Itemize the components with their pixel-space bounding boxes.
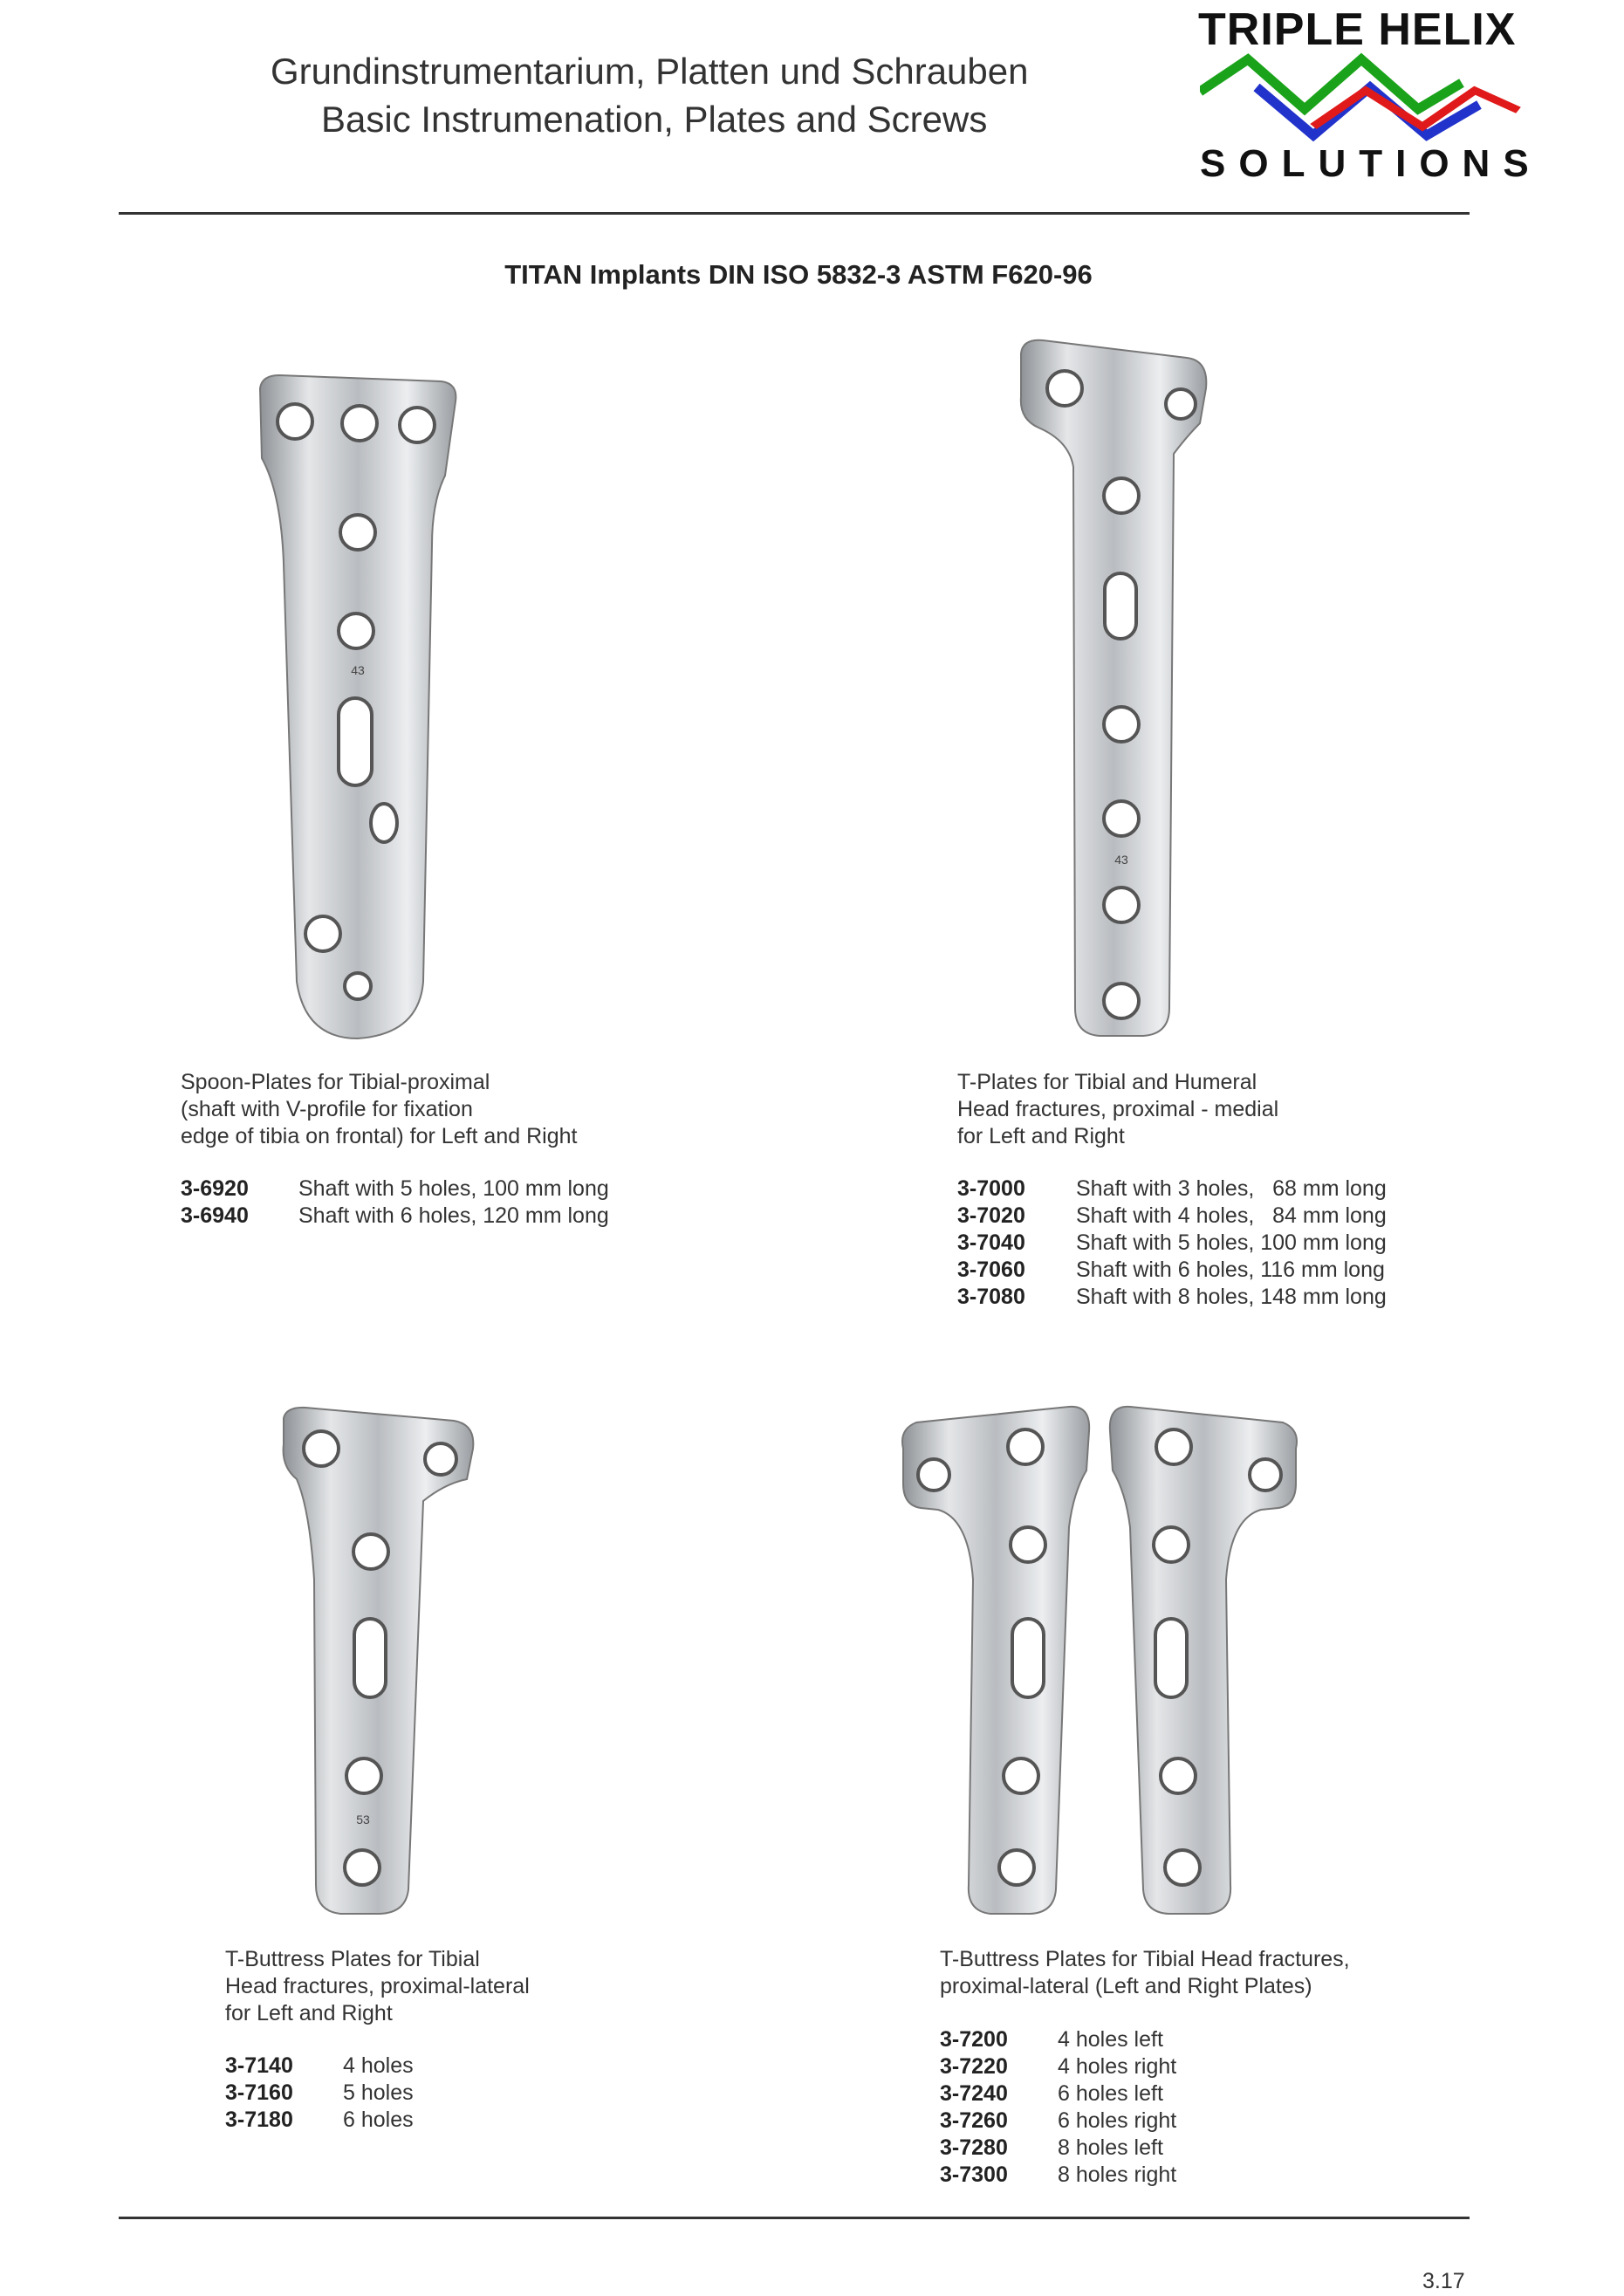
product-spec: 5 holes <box>343 2080 414 2105</box>
table-row <box>957 1257 1446 1284</box>
t-buttress-left-right-image <box>899 1405 1335 1920</box>
plate-mark: 43 <box>351 663 365 677</box>
product-description <box>181 1069 577 1150</box>
description-line: T-Plates for Tibial and Humeral <box>957 1070 1257 1094</box>
description-line: proximal-lateral (Left and Right Plates) <box>940 1974 1312 1998</box>
t-plate-image <box>1012 336 1226 1043</box>
plate-mark: 53 <box>356 1813 370 1827</box>
description-line: T-Buttress Plates for Tibial <box>225 1947 480 1971</box>
product-spec: 4 holes left <box>1058 2027 1163 2052</box>
product-code: 3-7240 <box>940 2081 1008 2106</box>
page-number: 3.17 <box>1422 2269 1465 2293</box>
description-line: Head fractures, proximal - medial <box>957 1097 1279 1121</box>
product-code: 3-7060 <box>957 1258 1025 1282</box>
table-row <box>940 2135 1306 2162</box>
product-code: 3-7220 <box>940 2054 1008 2079</box>
description-line: Spoon-Plates for Tibial-proximal <box>181 1070 490 1094</box>
table-row <box>181 1175 669 1203</box>
product-spec: 6 holes <box>343 2108 414 2132</box>
product-spec: Shaft with 8 holes, 148 mm long <box>1076 1285 1387 1309</box>
header-title-de: Grundinstrumentarium, Platten und Schrauben <box>271 51 1029 92</box>
product-code: 3-6940 <box>181 1203 249 1228</box>
product-spec: Shaft with 6 holes, 120 mm long <box>298 1203 609 1228</box>
header-title-en: Basic Instrumenation, Plates and Screws <box>321 99 988 140</box>
product-code: 3-7260 <box>940 2108 1008 2133</box>
product-code: 3-7180 <box>225 2108 293 2132</box>
table-row <box>940 2162 1306 2189</box>
logo-subtitle: SOLUTIONS <box>1200 142 1542 185</box>
table-row <box>225 2107 574 2134</box>
product-description <box>957 1069 1278 1150</box>
table-row <box>957 1203 1446 1230</box>
table-row <box>940 2026 1306 2053</box>
product-spec: 4 holes right <box>1058 2054 1177 2079</box>
table-row <box>940 2080 1306 2108</box>
product-table <box>225 2053 574 2134</box>
product-spec: 6 holes right <box>1058 2108 1177 2133</box>
description-line: edge of tibia on frontal) for Left and Right <box>181 1124 578 1148</box>
product-code: 3-7160 <box>225 2080 293 2105</box>
product-code: 3-7200 <box>940 2027 1008 2052</box>
product-spec: 6 holes left <box>1058 2081 1163 2106</box>
description-line: for Left and Right <box>225 2001 393 2025</box>
description-line: Head fractures, proximal-lateral <box>225 1974 530 1998</box>
product-code: 3-7000 <box>957 1176 1025 1201</box>
description-line: for Left and Right <box>957 1124 1125 1148</box>
product-spec: Shaft with 5 holes, 100 mm long <box>298 1176 609 1201</box>
product-code: 3-7080 <box>957 1285 1025 1309</box>
product-description <box>225 1946 530 2027</box>
product-table <box>181 1175 669 1230</box>
table-row <box>225 2080 574 2107</box>
table-row <box>940 2108 1306 2135</box>
product-table <box>940 2026 1306 2189</box>
plate-mark: 43 <box>1114 853 1128 867</box>
product-spec: Shaft with 5 holes, 100 mm long <box>1076 1230 1387 1255</box>
product-spec: Shaft with 3 holes, 68 mm long <box>1076 1176 1387 1201</box>
product-code: 3-7140 <box>225 2053 293 2078</box>
product-code: 3-6920 <box>181 1176 249 1201</box>
table-row <box>940 2053 1306 2080</box>
product-table <box>957 1175 1446 1311</box>
product-code: 3-7300 <box>940 2162 1008 2187</box>
product-spec: 4 holes <box>343 2053 414 2078</box>
table-row <box>181 1203 669 1230</box>
product-description <box>940 1946 1350 2000</box>
product-spec: Shaft with 6 holes, 116 mm long <box>1076 1258 1385 1282</box>
table-row <box>225 2053 574 2080</box>
top-divider <box>119 212 1470 215</box>
product-code: 3-7020 <box>957 1203 1025 1228</box>
description-line: T-Buttress Plates for Tibial Head fractures, <box>940 1947 1350 1971</box>
logo-title: TRIPLE HELIX <box>1198 4 1517 55</box>
table-row <box>957 1230 1446 1257</box>
product-code: 3-7040 <box>957 1230 1025 1255</box>
t-buttress-plate-image <box>279 1405 484 1920</box>
helix-waves-icon <box>1200 52 1523 144</box>
product-spec: 8 holes left <box>1058 2135 1163 2160</box>
spoon-plate-image <box>244 371 471 1043</box>
product-code: 3-7280 <box>940 2135 1008 2160</box>
product-spec: Shaft with 4 holes, 84 mm long <box>1076 1203 1387 1228</box>
table-row <box>957 1175 1446 1203</box>
description-line: (shaft with V-profile for fixation <box>181 1097 473 1121</box>
page-title: TITAN Implants DIN ISO 5832-3 ASTM F620-96 <box>504 259 1093 290</box>
product-spec: 8 holes right <box>1058 2162 1177 2187</box>
table-row <box>957 1284 1446 1311</box>
bottom-divider <box>119 2217 1470 2219</box>
